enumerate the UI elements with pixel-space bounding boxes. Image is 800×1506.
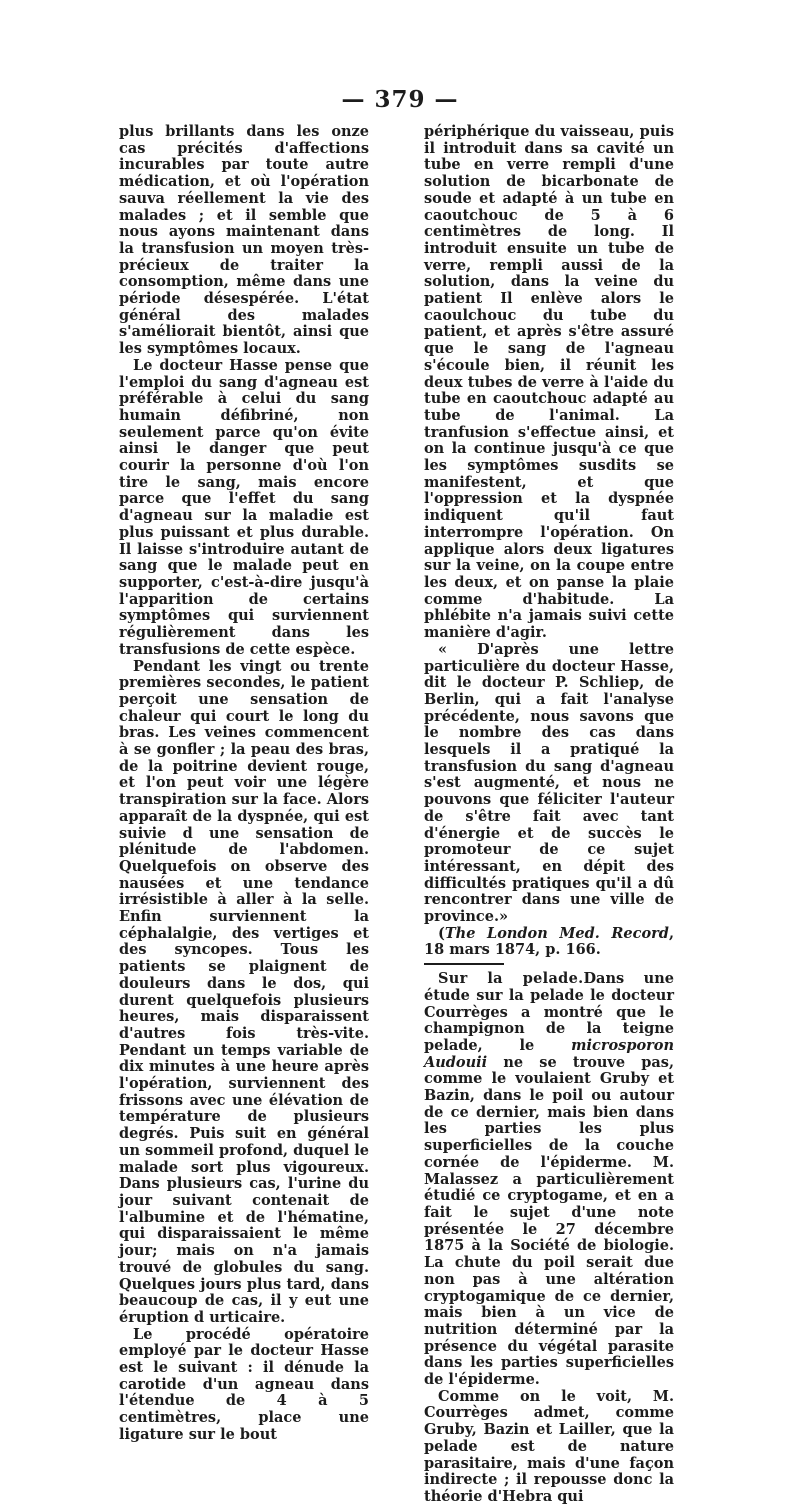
left-paragraph-4: Le procédé opératoire employé par le docteur Hasse est le suivant : il dénude la carotide d'un agneau dans l'étendue de 4 à 5 centimètres, place une ligature sur le bout: [119, 1325, 369, 1443]
right-paragraph-4: Comme on le voit, M. Courrèges admet, comme Gruby, Bazin et Lailler, que la pelade est de nature parasitaire, mais d'une façon indirecte ; il repousse donc la théorie d'Hebra qui: [424, 1387, 674, 1505]
pelade-text-b: ne se trouve pas, comme le voulaient Gruby et Bazin, dans le poil ou autour de ce dernier, mais bien dans les parties les plus superficielles de la couche cornée de l'épiderme. M. Malassez a particulièrement étudié ce cryptogame, et en a fait le sujet d'une note présentée le 27 décembre 1875 à la Société de biologie. La chute du poil serait due non pas à une altération cryptogamique de ce dernier, mais bien à un vice de nutrition déterminé par la présence du végétal parasite dans les parties superficielles de l'épiderme.: [424, 1053, 674, 1389]
pelade-text-a: Dans une étude sur la pelade le docteur Courrèges a montré que le champignon de la teigne pelade, le: [424, 970, 674, 1054]
pelade-paragraph: [424, 971, 674, 1389]
right-paragraph-1: périphérique du vaisseau, puis il introduit dans sa cavité un tube en verre rempli d'une solution de bicarbonate de soude et adapté à un tube en caoutchouc de 5 à 6 centimètres de long. Il introduit ensuite un tube de verre, rempli aussi de la solution, dans la veine du patient Il enlève alors le caoulchouc du tube du patient, et après s'être assuré que le sang de l'agneau s'écoule bien, il réunit les deux tubes de verre à l'aide du tube en caoutchouc adapté au tube de l'animal. La tranfusion s'effectue ainsi, et on la continue jusqu'à ce que les symptômes susdits se manifestent, et que l'oppression et la dyspnée indiquent qu'il faut interrompre l'opération. On applique alors deux ligatures sur la veine, on la coupe entre les deux, et on panse la plaie comme d'habitude. La phlébite n'a jamais suivi cette manière d'agir.: [424, 123, 674, 642]
pelade-heading: Sur la pelade.: [438, 970, 584, 988]
reference-source: The London Med. Record: [444, 924, 669, 942]
left-paragraph-1: plus brillants dans les onze cas précités d'affections incurables par toute autre médication, et où l'opération sauva réellement la vie des malades ; et il semble que nous ayons maintenant dans la transfusion un moyen très-précieux de traiter la consomption, même dans une période désespérée. L'état général des malades s'améliorait bientôt, ainsi que les symptômes locaux.: [119, 123, 369, 358]
left-paragraph-3: Pendant les vingt ou trente premières secondes, le patient perçoit une sensation de chaleur qui court le long du bras. Les veines commencent à se gonfler ; la peau des bras, de la poitrine devient rouge, et l'on peut voir une légère transpiration sur la face. Alors apparaît de la dyspnée, qui est suivie d une sensation de plénitude de l'abdomen. Quelquefois on observe des nausées et une tendance irrésistible à aller à la selle. Enfin surviennent la céphalalgie, des vertiges et des syncopes. Tous les patients se plaignent de douleurs dans le dos, qui durent quelquefois plusieurs heures, mais disparaissent d'autres fois très-vite. Pendant un temps variable de dix minutes à une heure après l'opération, surviennent des frissons avec une élévation de température de plusieurs degrés. Puis suit en général un sommeil profond, duquel le malade sort plus vigoureux. Dans plusieurs cas, l'urine du jour suivant contenait de l'albumine et de l'hématine, qui disparaissaient le même jour; mais on n'a jamais trouvé de globules du sang. Quelques jours plus tard, dans beaucoup de cas, il y eut une éruption d urticaire.: [119, 657, 369, 1326]
left-paragraph-2: Le docteur Hasse pense que l'emploi du sang d'agneau est préférable à celui du sang humain défibriné, non seulement parce qu'on évite ainsi le danger que peut courir la personne d'où l'on tire le sang, mais encore parce que l'effet du sang d'agneau sur la maladie est plus puissant et plus durable. Il laisse s'introduire autant de sang que le malade peut en supporter, c'est-à-dire jusqu'à l'apparition de certains symptômes qui surviennent régulièrement dans les transfusions de cette espèce.: [119, 356, 369, 658]
reference-details: , 18 mars 1874, p. 166.: [424, 924, 674, 959]
pelade-species: microsporon Audouii: [424, 1036, 674, 1071]
reference-line: (The London Med. Record, 18 mars 1874, p. 166.: [424, 924, 674, 959]
page-number: — 379 —: [341, 86, 459, 113]
right-column: [424, 124, 674, 1506]
section-divider: [424, 963, 504, 965]
right-paragraph-2: « D'après une lettre particulière du docteur Hasse, dit le docteur P. Schliep, de Berlin, qui a fait l'analyse précédente, nous savons que le nombre des cas dans lesquels il a pratiqué la transfusion du sang d'agneau s'est augmenté, et nous ne pouvons que féliciter l'auteur de s'être fait avec tant d'énergie et de succès le promoteur de ce sujet intéressant, en dépit des difficultés pratiques qu'il a dû rencontrer dans une ville de province.»: [424, 640, 674, 926]
left-column: [119, 124, 369, 1444]
